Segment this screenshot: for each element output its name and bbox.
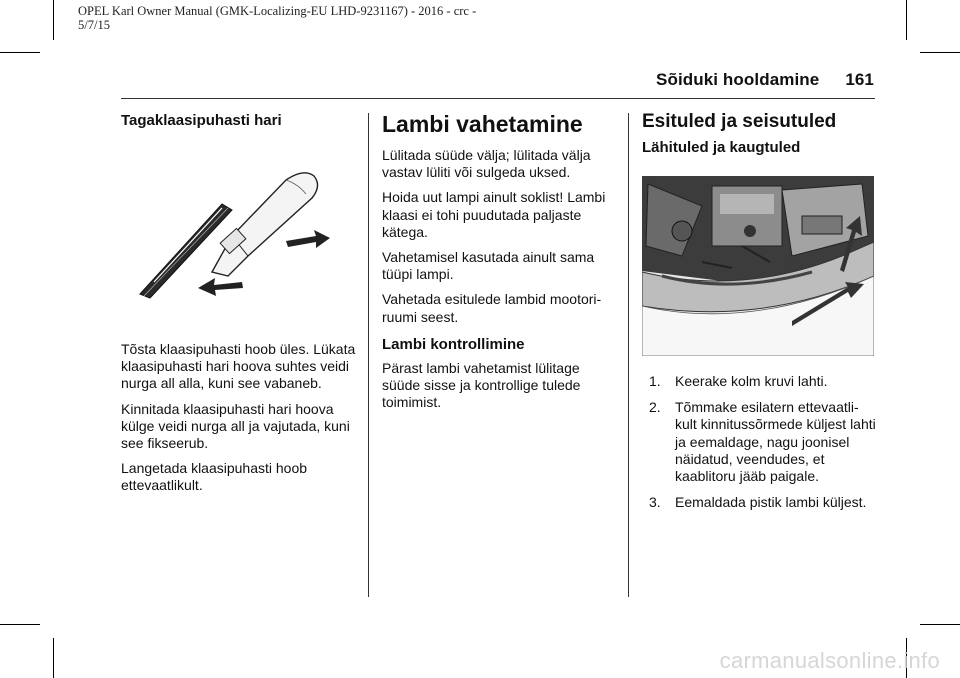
site-watermark: carmanualsonline.info (719, 648, 940, 673)
page-number: 161 (845, 70, 874, 89)
crop-mark (0, 52, 40, 53)
paragraph: Kinnitada klaasipuhasti hari hoova külge veidi nurga all ja vajutada, kuni see fikseerub. (121, 400, 350, 452)
crop-mark (920, 52, 960, 53)
column-divider (368, 113, 369, 597)
step-number: 1. (649, 373, 661, 389)
steps-list (642, 373, 876, 511)
low-high-beam-subheading: Lähituled ja kaugtuled (642, 139, 801, 156)
step-number: 3. (649, 494, 661, 511)
crop-mark (0, 624, 40, 625)
wiper-blade-illustration (136, 164, 336, 304)
print-metadata-date: 5/7/15 (78, 18, 110, 32)
paragraph: Vahetada esitulede lambid mootori-ruumi seest. (382, 291, 602, 325)
print-metadata (78, 4, 598, 32)
crop-mark (920, 624, 960, 625)
section-title: Sõiduki hooldamine (656, 70, 820, 89)
step-text: Tõmmake esilatern ettevaatli-kult kinnitussõrmede küljest lahti ja eemaldage, nagu joonisel näidatud, veendudes, et kaablitoru jääb paigale. (675, 399, 876, 485)
wiper-heading: Tagaklaasipuhasti hari (121, 112, 282, 129)
paragraph: Pärast lambi vahetamist lülitage süüde sisse ja kontrollige tulede toimimist. (382, 359, 581, 411)
bulb-replacement-heading: Lambi vahetamine (382, 111, 583, 137)
wiper-instructions (121, 341, 357, 495)
paragraph: Vahetamisel kasutada ainult sama tüüpi lampi. (382, 249, 595, 283)
crop-mark (53, 638, 54, 678)
list-item (642, 399, 876, 485)
header-rule (121, 98, 875, 99)
step-text: Eemaldada pistik lambi küljest. (675, 494, 867, 511)
paragraph: Langetada klaasipuhasti hoob ettevaatlikult. (121, 460, 308, 494)
bulb-replacement-body (382, 147, 617, 411)
bulb-check-subheading: Lambi kontrollimine (382, 335, 525, 353)
headlights-heading: Esituled ja seisutuled (642, 111, 837, 132)
print-metadata-line: OPEL Karl Owner Manual (GMK-Localizing-EU LHD-9231167) - 2016 - crc - (78, 4, 477, 18)
headlight-steps (642, 373, 876, 520)
crop-mark (906, 0, 907, 40)
paragraph: Tõsta klaasipuhasti hoob üles. Lükata klaasipuhasti hari hoova suhtes veidi nurga all alla, kuni see vabaneb. (121, 341, 356, 392)
crop-mark (53, 0, 54, 40)
engine-compartment-photo (642, 176, 874, 356)
column-divider (628, 113, 629, 597)
list-item (642, 373, 876, 390)
paragraph: Lülitada süüde välja; lülitada välja vastav lüliti või sulgeda uksed. (382, 147, 591, 181)
running-header (560, 70, 874, 90)
step-text: Keerake kolm kruvi lahti. (675, 373, 828, 389)
step-number: 2. (649, 399, 661, 416)
list-item (642, 494, 876, 511)
paragraph: Hoida uut lampi ainult soklist! Lambi klaasi ei tohi puudutada paljaste kätega. (382, 189, 606, 240)
